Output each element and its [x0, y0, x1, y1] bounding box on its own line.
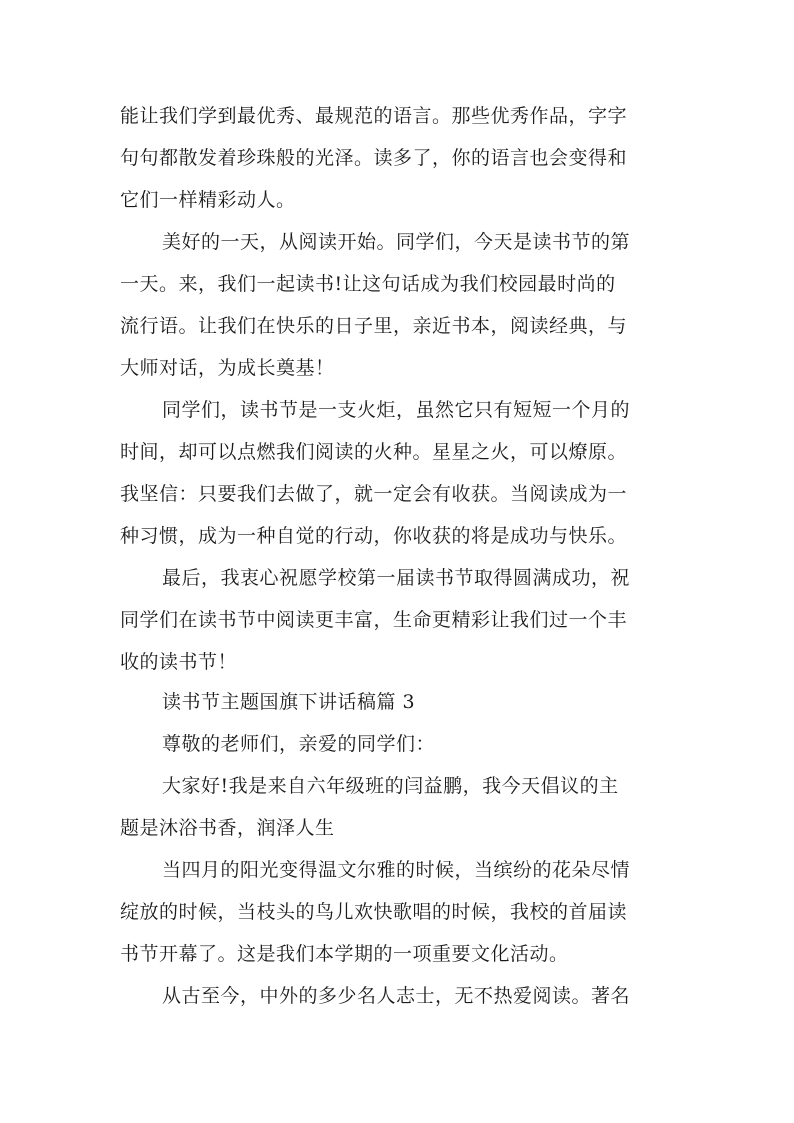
paragraph-line: 书节开幕了。这是我们本学期的一项重要文化活动。	[120, 943, 569, 965]
paragraph-line: 一天。来，我们一起读书!让这句话成为我们校园最时尚的	[120, 273, 616, 295]
paragraph-line: 句句都散发着珍珠般的光泽。读多了，你的语言也会变得和	[120, 147, 628, 169]
paragraph-line: 大家好!我是来自六年级班的闫益鹏，我今天倡议的主	[162, 775, 619, 797]
paragraph-line: 时间，却可以点燃我们阅读的火种。星星之火，可以燎原。	[120, 441, 628, 463]
paragraph-line: 能让我们学到最优秀、最规范的语言。那些优秀作品，字字	[120, 105, 628, 127]
paragraph-line: 题是沐浴书香，润泽人生	[120, 817, 335, 839]
section-heading: 读书节主题国旗下讲话稿篇 3	[162, 691, 416, 713]
paragraph-line: 同学们在读书节中阅读更丰富，生命更精彩让我们过一个丰	[120, 609, 628, 631]
paragraph-line: 从古至今，中外的多少名人志士，无不热爱阅读。著名	[162, 985, 631, 1007]
salutation: 尊敬的老师们，亲爱的同学们：	[162, 733, 436, 755]
paragraph-line: 收的读书节！	[120, 651, 238, 673]
paragraph-line: 我坚信：只要我们去做了，就一定会有收获。当阅读成为一	[120, 483, 628, 505]
paragraph-line: 绽放的时候，当枝头的鸟儿欢快歌唱的时候，我校的首届读	[120, 901, 628, 923]
paragraph-line: 大师对话，为成长奠基！	[120, 357, 335, 379]
paragraph-line: 同学们，读书节是一支火炬，虽然它只有短短一个月的	[162, 399, 631, 421]
paragraph-line: 它们一样精彩动人。	[120, 189, 296, 211]
paragraph-line: 最后，我衷心祝愿学校第一届读书节取得圆满成功，祝	[162, 567, 631, 589]
paragraph-line: 流行语。让我们在快乐的日子里，亲近书本，阅读经典，与	[120, 315, 628, 337]
paragraph-line: 当四月的阳光变得温文尔雅的时候，当缤纷的花朵尽情	[162, 859, 631, 881]
paragraph-line: 种习惯，成为一种自觉的行动，你收获的将是成功与快乐。	[120, 525, 628, 547]
paragraph-line: 美好的一天，从阅读开始。同学们，今天是读书节的第	[162, 231, 631, 253]
